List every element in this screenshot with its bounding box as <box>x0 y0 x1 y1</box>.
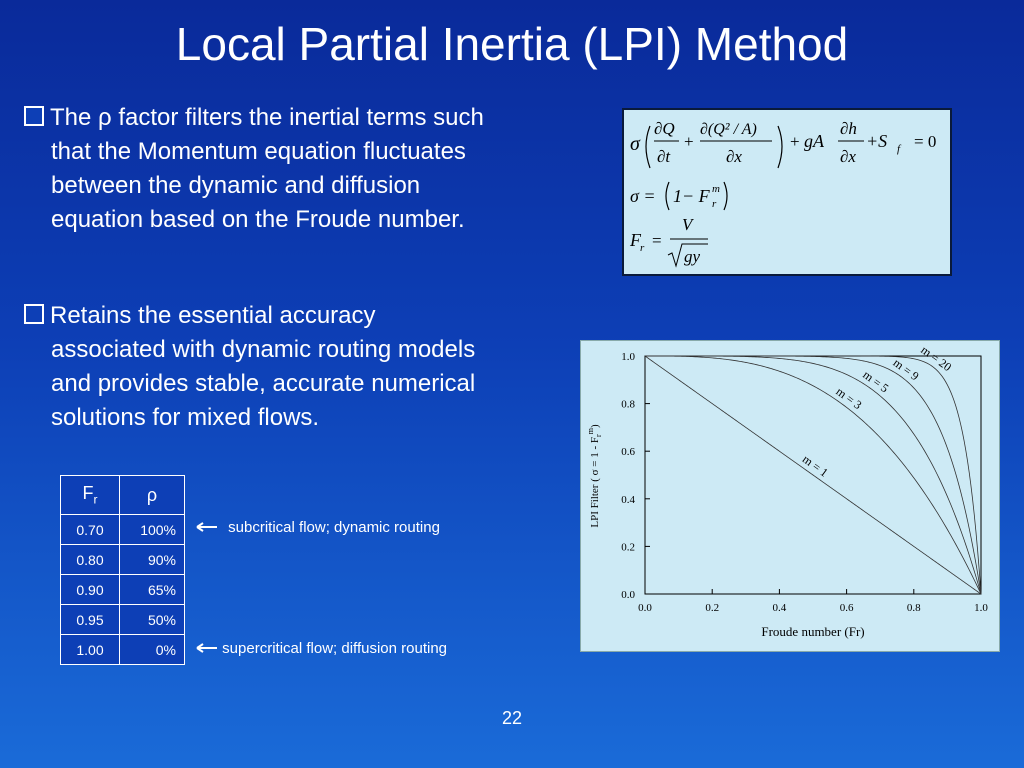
table-cell-fr: 0.70 <box>61 515 120 545</box>
x-tick-label: 0.2 <box>705 602 720 614</box>
table-cell-rho: 65% <box>120 575 185 605</box>
eq1-gA: gA <box>804 131 824 151</box>
table-cell-fr: 0.95 <box>61 605 120 635</box>
slide-title: Local Partial Inertia (LPI) Method <box>175 18 849 70</box>
bullet-1-line-2: that the Momentum equation fluctuates <box>51 138 466 165</box>
table-row <box>61 545 185 575</box>
y-tick-label: 0.4 <box>621 493 635 506</box>
note-subcritical-text: subcritical flow; dynamic routing <box>228 519 440 536</box>
eq1-plus-2: + <box>790 132 800 151</box>
table-header-rho: ρ <box>120 476 185 515</box>
x-axis-label: Froude number (Fr) <box>761 624 865 639</box>
eq1-sigma: σ <box>630 133 640 155</box>
bullet-2-line-4: solutions for mixed flows. <box>51 404 320 431</box>
eq2-right-paren <box>724 182 727 210</box>
y-tick-label: 0.6 <box>621 446 635 459</box>
eq3-sub: r <box>640 242 645 254</box>
curve-label-m-3: m = 3 <box>833 384 865 413</box>
y-axis-label-end: ) <box>589 424 601 429</box>
table-row <box>61 605 185 635</box>
eq1-dx-2: ∂x <box>840 147 856 166</box>
eq3-lhs: F <box>630 230 641 250</box>
y-axis-label <box>586 424 603 528</box>
note-supercritical-text: supercritical flow; diffusion routing <box>222 640 448 657</box>
curve-label-m-5: m = 5 <box>860 367 892 396</box>
curve-label-m-20: m = 20 <box>918 342 955 375</box>
bullet-2-line-1: Retains the essential accuracy <box>50 302 376 329</box>
equations-svg <box>624 110 950 274</box>
eq1-dt: ∂t <box>657 147 671 166</box>
table-header-fr: $F_r$ <box>61 476 120 515</box>
bullet-1-line-1: The ρ factor filters the inertial terms such <box>50 104 484 131</box>
bullet-2 <box>24 299 584 435</box>
y-axis-label-sup: m <box>586 428 595 435</box>
table-header-row <box>61 476 185 515</box>
bullet-2-line-3: and provides stable, accurate numerical <box>51 370 476 397</box>
arrow-left-icon <box>196 642 218 654</box>
y-tick-label: 0.8 <box>621 398 635 411</box>
table-row <box>61 635 185 665</box>
table-cell-fr: 1.00 <box>61 635 120 665</box>
bullet-checkbox-icon <box>24 304 44 324</box>
eq2-lhs: σ = <box>630 186 656 206</box>
eq1-Sf: +S <box>866 131 888 151</box>
lpi-table <box>60 475 185 665</box>
table-row <box>61 575 185 605</box>
eq2-rhs: 1− F <box>673 186 710 206</box>
y-tick-label: 1.0 <box>621 351 635 363</box>
eq3-num: V <box>682 215 693 234</box>
x-tick-label: 0.0 <box>638 602 652 614</box>
eq1-dh: ∂h <box>840 119 857 138</box>
x-tick-label: 0.4 <box>772 602 787 614</box>
x-tick-label: 0.6 <box>839 602 854 614</box>
y-axis-label-main: LPI Filter ( σ = 1 - F <box>589 436 601 528</box>
bullet-1-line-3: between the dynamic and diffusion <box>51 172 421 199</box>
equation-panel <box>622 108 952 276</box>
eq1-dQ: ∂Q <box>654 119 675 138</box>
table-cell-rho: 100% <box>120 515 185 545</box>
table-header-fr-sub: r <box>93 492 98 507</box>
eq1-plus-1: + <box>684 132 694 151</box>
eq1-left-paren <box>646 126 650 168</box>
eq3-den: gy <box>684 247 701 266</box>
bullet-2-line-2: associated with dynamic routing models <box>51 336 476 363</box>
eq1-right-paren <box>778 126 782 168</box>
curve-label-m-1: m = 1 <box>799 451 831 480</box>
note-supercritical <box>196 640 447 658</box>
bullet-1 <box>24 101 584 237</box>
eq2-sub: r <box>712 198 717 210</box>
eq1-f-sub: f <box>897 143 901 155</box>
eq2-left-paren <box>666 182 669 210</box>
x-tick-label: 1.0 <box>974 602 988 614</box>
eq1-equals-zero: = 0 <box>914 132 937 151</box>
lpi-filter-chart <box>581 341 999 651</box>
bullet-1-line-4: equation based on the Froude number. <box>51 206 465 233</box>
table-cell-fr: 0.80 <box>61 545 120 575</box>
eq1-dx-1: ∂x <box>726 147 742 166</box>
table-row <box>61 515 185 545</box>
x-tick-label: 0.8 <box>906 602 921 614</box>
eq3-equals: = <box>652 231 662 250</box>
eq1-dQ2A: ∂(Q² / A) <box>700 121 757 138</box>
table-cell-rho: 90% <box>120 545 185 575</box>
curve-m-1 <box>645 356 981 594</box>
arrow-left-icon <box>196 521 218 533</box>
page-number: 22 <box>501 708 523 728</box>
bullet-checkbox-icon <box>24 106 44 126</box>
table-cell-rho: 0% <box>120 635 185 665</box>
note-subcritical <box>196 519 440 537</box>
table-cell-fr: 0.90 <box>61 575 120 605</box>
table-cell-rho: 50% <box>120 605 185 635</box>
y-tick-label: 0.2 <box>621 541 635 554</box>
y-tick-label: 0.0 <box>621 589 635 601</box>
eq2-sup: m <box>712 183 720 195</box>
y-axis-label-sub: r <box>594 434 603 437</box>
chart-panel <box>580 340 1000 652</box>
curve-label-m-9: m = 9 <box>890 355 922 384</box>
